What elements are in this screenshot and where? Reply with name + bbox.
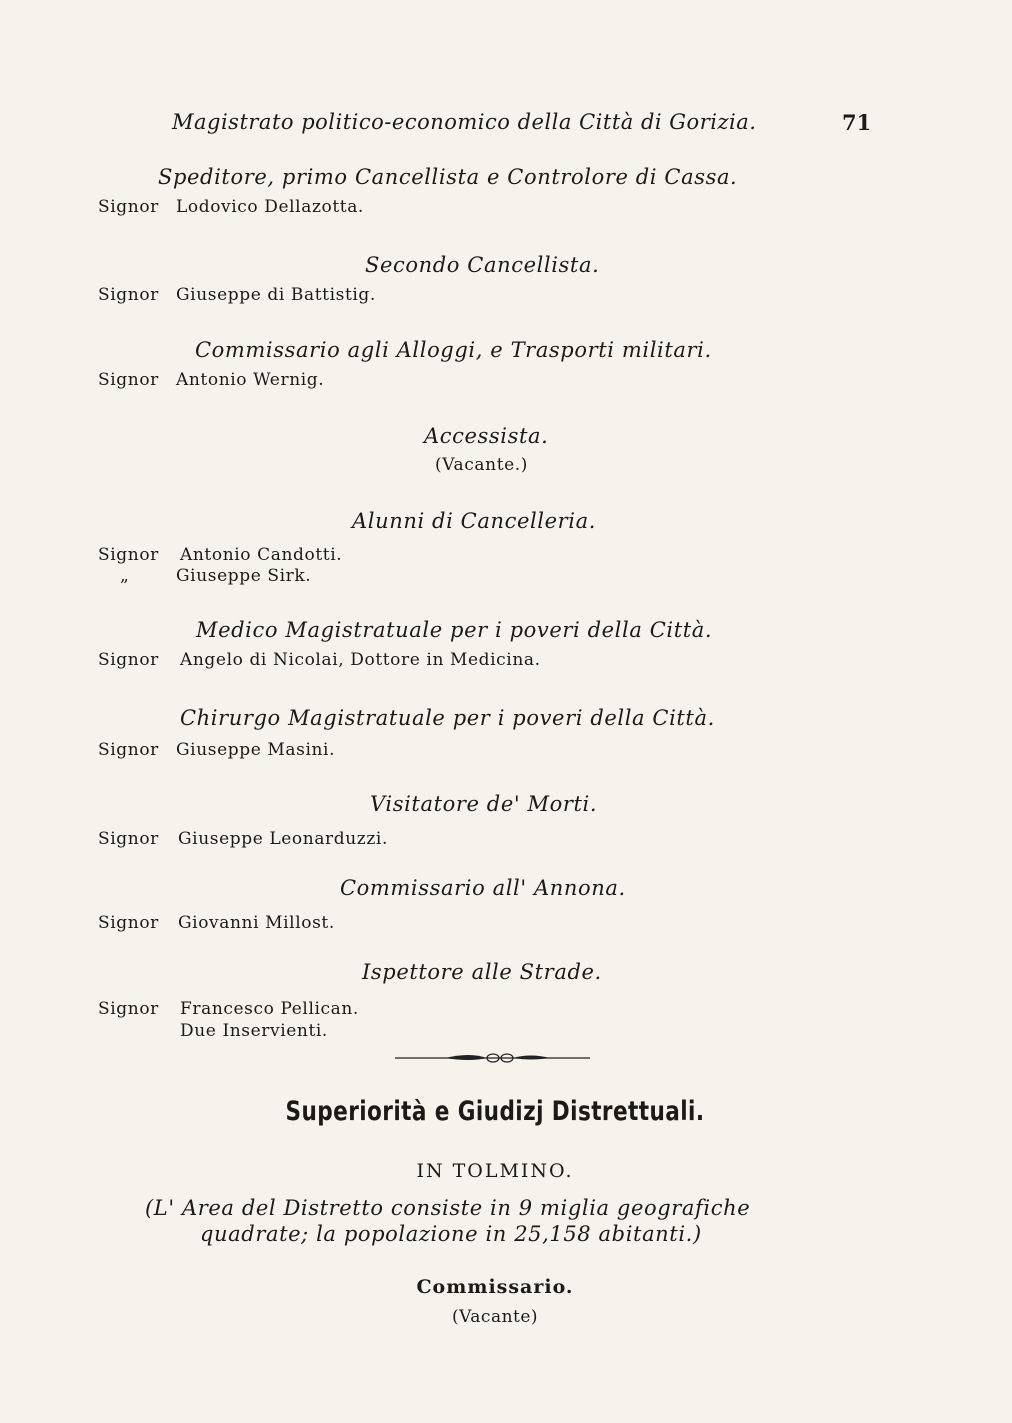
vacant-note: (Vacante) [451,1307,539,1327]
role-heading-ispettore: Ispettore alle Strade. [362,960,602,984]
signor-label: Signor [98,285,159,305]
signor-label: Signor [98,545,159,565]
role-heading-visitatore: Visitatore de' Morti. [370,792,598,816]
commissario-heading: Commissario. [416,1276,574,1298]
area-note-line2: quadrate; la popolazione in 25,158 abitanti.) [200,1222,702,1246]
role-heading-secondo-cancellista: Secondo Cancellista. [365,253,600,277]
person-name: Angelo di Nicolai, Dottore in Medicina. [180,650,541,670]
role-heading-accessista: Accessista. [424,424,549,448]
ditto-mark: „ [120,566,130,586]
person-name: Giuseppe Sirk. [176,566,312,586]
district-heading: IN TOLMINO. [416,1160,574,1182]
signor-label: Signor [98,370,159,390]
person-name: Giuseppe Leonarduzzi. [178,829,388,849]
running-header-title: Magistrato politico-economico della Città di Gorizia. [172,110,757,134]
person-name: Lodovico Dellazotta. [176,197,364,217]
person-name: Antonio Wernig. [176,370,325,390]
role-heading-speditore: Speditore, primo Cancellista e Controlore di Cassa. [158,165,738,189]
signor-label: Signor [98,197,159,217]
role-heading-medico: Medico Magistratuale per i poveri della Città. [196,618,713,642]
page-number: 71 [842,110,872,135]
person-name: Giuseppe di Battistig. [176,285,376,305]
section-title: Superiorità e Giudizj Distrettuali. [285,1096,705,1127]
person-name: Due Inservienti. [180,1021,328,1041]
signor-label: Signor [98,913,159,933]
signor-label: Signor [98,999,159,1019]
vacant-note: (Vacante.) [435,455,529,475]
person-name: Francesco Pellican. [180,999,359,1019]
person-name: Antonio Candotti. [180,545,343,565]
role-heading-commissario-annona: Commissario all' Annona. [340,876,626,900]
person-name: Giuseppe Masini. [176,740,336,760]
ornamental-rule-icon [395,1048,590,1068]
signor-label: Signor [98,650,159,670]
signor-label: Signor [98,740,159,760]
role-heading-alunni: Alunni di Cancelleria. [352,509,596,533]
signor-label: Signor [98,829,159,849]
person-name: Giovanni Millost. [178,913,335,933]
role-heading-commissario-alloggi: Commissario agli Alloggi, e Trasporti militari. [195,338,712,362]
role-heading-chirurgo: Chirurgo Magistratuale per i poveri della Città. [180,706,715,730]
area-note-line1: (L' Area del Distretto consiste in 9 miglia geografiche [145,1196,751,1220]
